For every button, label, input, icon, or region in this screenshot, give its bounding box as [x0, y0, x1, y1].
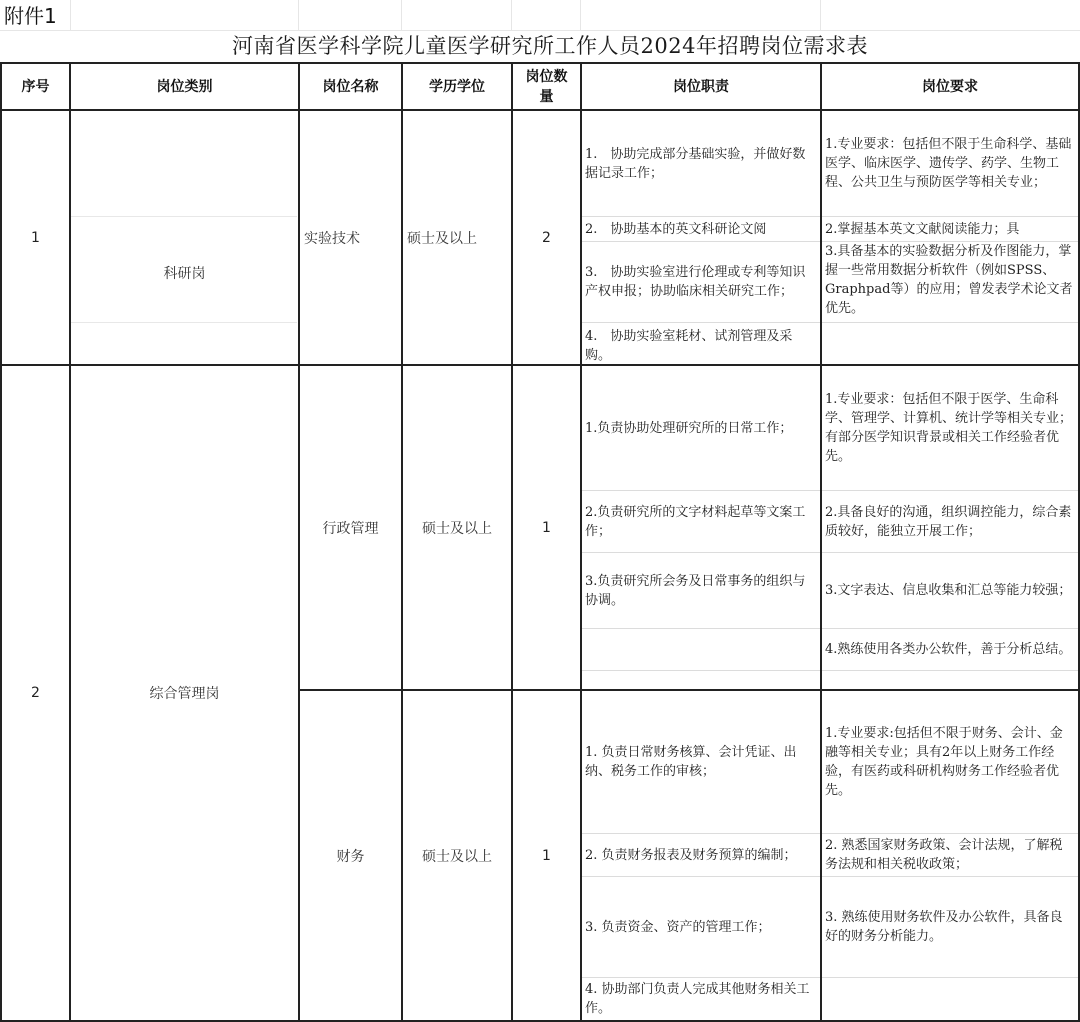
requirement-item: 2.掌握基本英文文献阅读能力；具: [825, 221, 1020, 237]
page-title: 河南省医学科学院儿童医学研究所工作人员2024年招聘岗位需求表: [232, 34, 868, 58]
requirement-item: 1.专业要求：包括但不限于生命科学、基础医学、临床医学、遗传学、药学、生物工程、公共卫生与预防医学等相关专业；: [825, 137, 1072, 190]
row-1-index: 1: [0, 109, 71, 366]
duty-item: [582, 629, 820, 670]
requirement-item: 1.专业要求:包括但不限于财务、会计、金融等相关专业；具有2年以上财务工作经验，有医药或科研机构财务工作经验者优先。: [825, 726, 1063, 798]
header-requirements: 岗位要求: [820, 62, 1080, 111]
requirement-item: 2. 熟悉国家财务政策、会计法规，了解税务法规和相关税收政策；: [825, 838, 1063, 872]
duty-item: 2. 协助基本的英文科研论文阅: [585, 221, 767, 237]
duty-item: 4. 协助部门负责人完成其他财务相关工作。: [585, 982, 810, 1016]
header-category: 岗位类别: [69, 62, 300, 111]
duty-item: 2. 负责财务报表及财务预算的编制；: [585, 847, 797, 863]
row-1-education: 硕士及以上: [401, 109, 513, 366]
requirement-item: 2.具备良好的沟通，组织调控能力，综合素质较好，能独立开展工作；: [825, 504, 1072, 539]
row-2b-position-name: 财务: [298, 689, 403, 1022]
gridline: [511, 0, 512, 30]
gridline: [820, 0, 821, 30]
row-2-index: 2: [0, 364, 71, 1022]
sub-divider: [582, 670, 820, 671]
duty-item: 2.负责研究所的文字材料起草等文案工作；: [585, 504, 806, 539]
duty-item: 3. 协助实验室进行伦理或专利等知识产权申报；协助临床相关研究工作；: [585, 265, 806, 299]
row-1-position-name: 实验技术: [298, 109, 403, 366]
cell-divider: [71, 216, 297, 217]
row-1-count: 2: [511, 109, 582, 366]
row-2b-education: 硕士及以上: [401, 689, 513, 1022]
row-2a-count: 1: [511, 364, 582, 691]
gridline: [401, 0, 402, 30]
row-2-category: 综合管理岗: [69, 364, 300, 1022]
duty-item: 3. 负责资金、资产的管理工作；: [585, 919, 771, 935]
requirement-item: 4.熟练使用各类办公软件，善于分析总结。: [825, 642, 1072, 657]
header-education: 学历学位: [401, 62, 513, 111]
attachment-label: 附件1: [4, 4, 57, 28]
requirement-item: [822, 323, 1078, 365]
gridline: [298, 0, 299, 30]
duty-item: 1. 协助完成部分基础实验，并做好数据记录工作；: [585, 146, 806, 181]
header-duties: 岗位职责: [580, 62, 822, 111]
duty-item: 1. 负责日常财务核算、会计凭证、出纳、税务工作的审核；: [585, 745, 797, 779]
duty-item: 4. 协助实验室耗材、试剂管理及采购。: [585, 329, 793, 363]
gridline: [70, 0, 71, 30]
gridline: [580, 0, 581, 30]
header-index: 序号: [0, 62, 71, 111]
requirement-item: 3.具备基本的实验数据分析及作图能力，掌握一些常用数据分析软件（例如SPSS、Graphpad等）的应用；曾发表学术论文者优先。: [825, 244, 1073, 316]
cell-divider: [71, 322, 297, 323]
row-2a-position-name: 行政管理: [298, 364, 403, 691]
requirement-item: 1.专业要求：包括但不限于医学、生命科学、管理学、计算机、统计学等相关专业；有部分医学知识背景或相关工作经验者优先。: [825, 392, 1073, 464]
sub-divider: [822, 670, 1078, 671]
requirement-item: 3. 熟练使用财务软件及办公软件，具备良好的财务分析能力。: [825, 910, 1063, 944]
requirement-item: [822, 978, 1078, 1020]
row-2b-count: 1: [511, 689, 582, 1022]
requirement-item: 3.文字表达、信息收集和汇总等能力较强；: [825, 583, 1072, 598]
row-1-category: 科研岗: [69, 109, 300, 366]
duty-item: 1.负责协助处理研究所的日常工作；: [585, 420, 793, 436]
header-position: 岗位名称: [298, 62, 403, 111]
duty-item: 3.负责研究所会务及日常事务的组织与协调。: [585, 573, 806, 608]
header-count: 岗位数量: [511, 62, 582, 111]
row-2a-education: 硕士及以上: [401, 364, 513, 691]
